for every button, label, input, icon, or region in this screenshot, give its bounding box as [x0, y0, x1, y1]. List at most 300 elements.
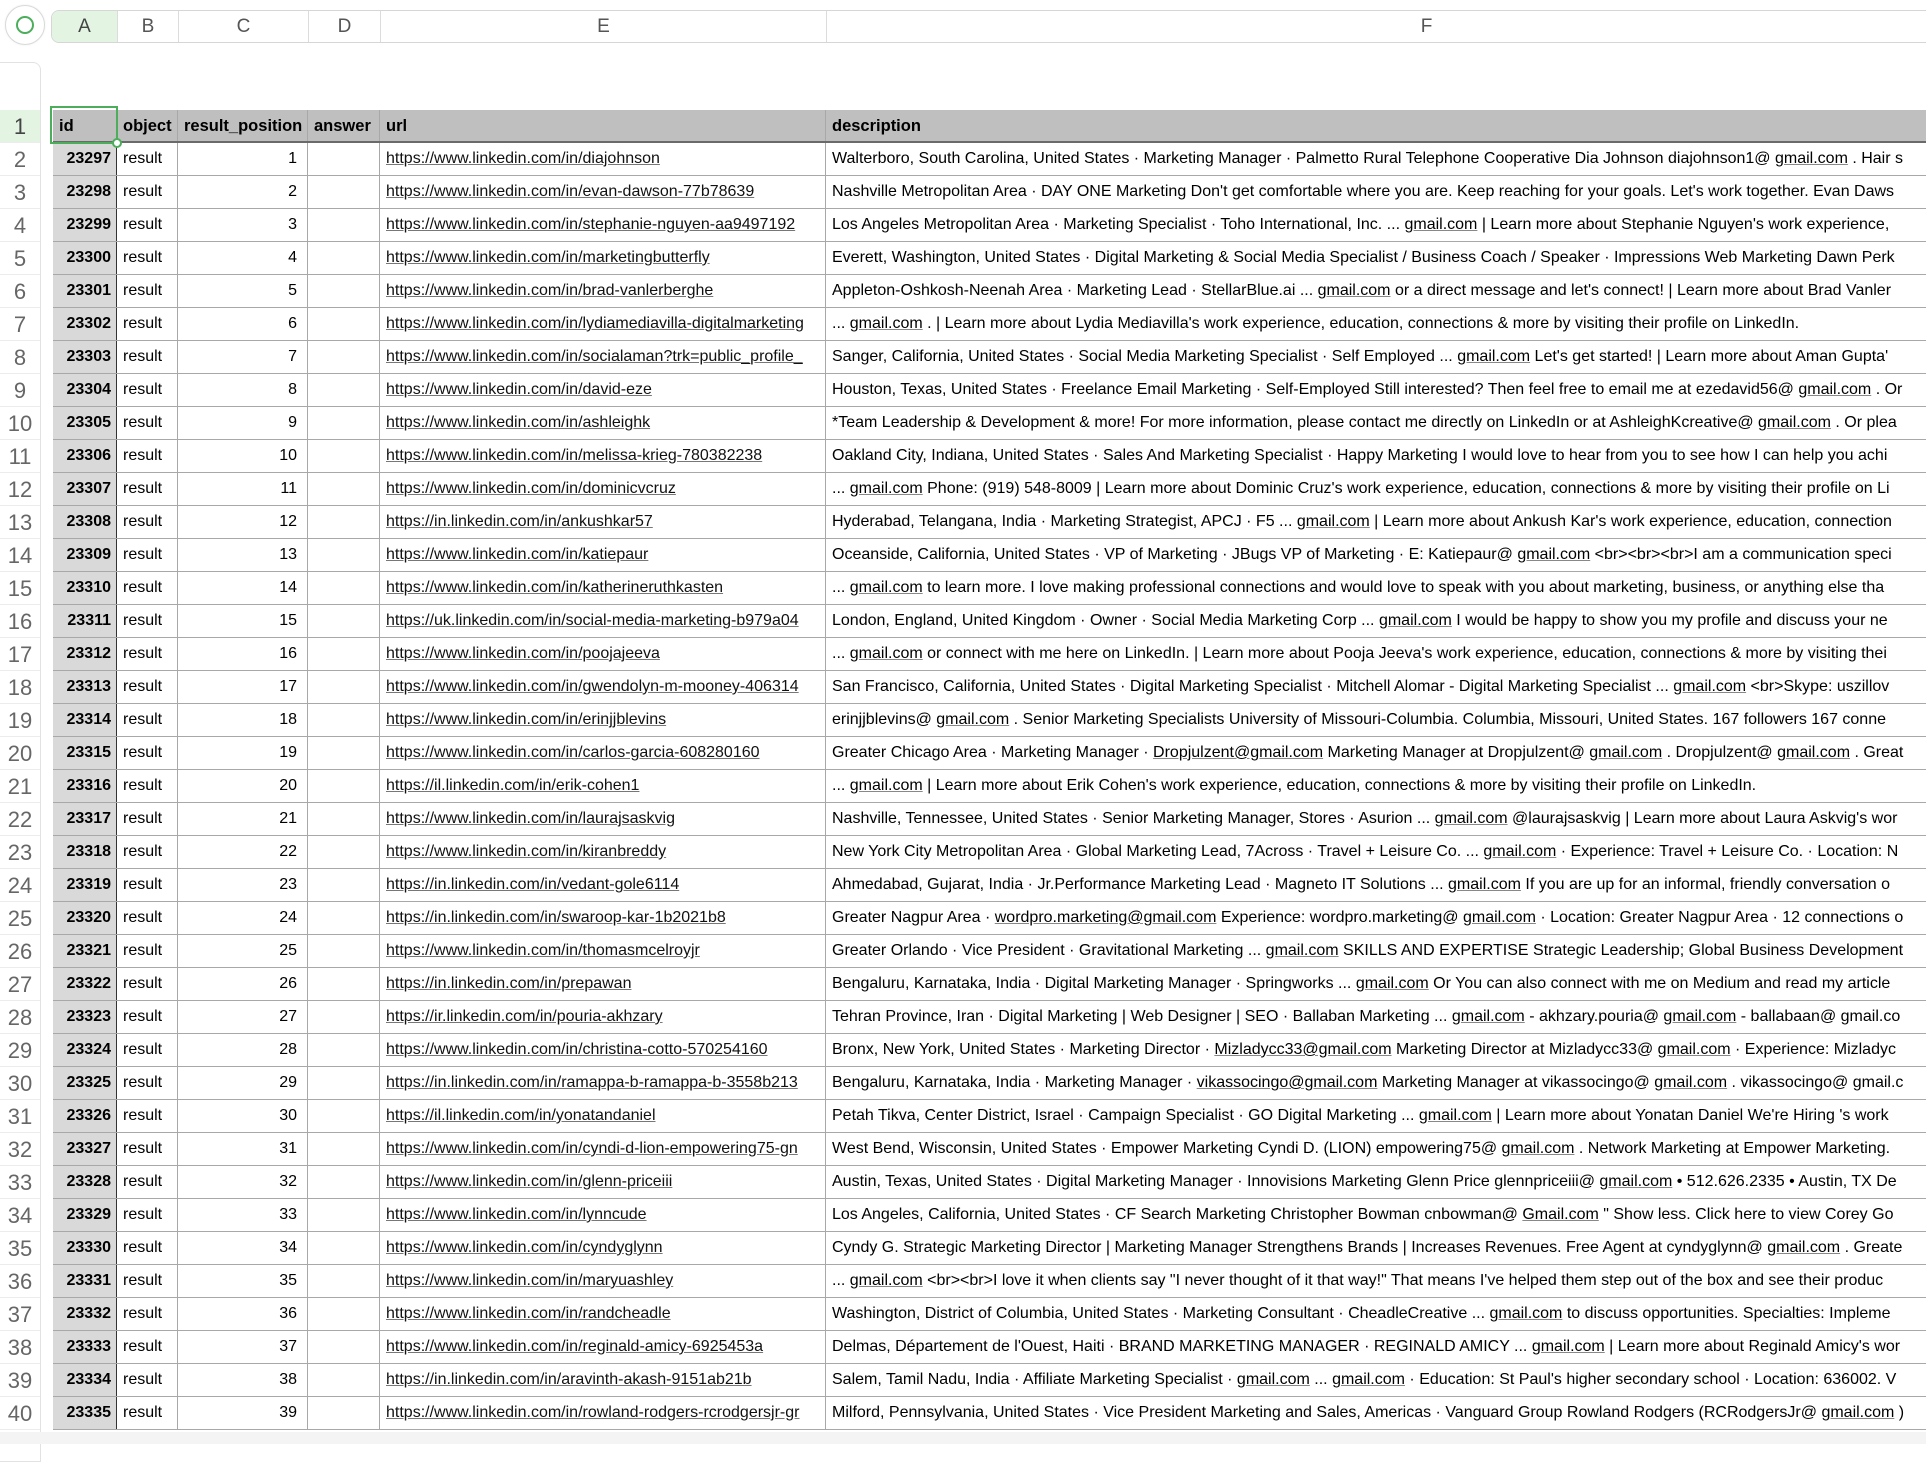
cell-object[interactable]: result — [117, 374, 178, 406]
cell-id[interactable]: 23317 — [53, 803, 117, 835]
cell-answer[interactable] — [308, 407, 380, 439]
row-header-37[interactable]: 37 — [0, 1298, 40, 1331]
cell-answer[interactable] — [308, 968, 380, 1000]
cell-id[interactable]: 23332 — [53, 1298, 117, 1330]
row-header-15[interactable]: 15 — [0, 572, 40, 605]
cell-result-position[interactable]: 10 — [178, 440, 308, 472]
cell-id[interactable]: 23300 — [53, 242, 117, 274]
row-header-23[interactable]: 23 — [0, 836, 40, 869]
cell-result-position[interactable]: 36 — [178, 1298, 308, 1330]
cell-answer[interactable] — [308, 308, 380, 340]
row-header-30[interactable]: 30 — [0, 1067, 40, 1100]
url-link[interactable]: https://www.linkedin.com/in/diajohnson — [386, 150, 660, 167]
cell-id[interactable]: 23305 — [53, 407, 117, 439]
cell-id[interactable]: 23315 — [53, 737, 117, 769]
cell-id[interactable]: 23325 — [53, 1067, 117, 1099]
cell-url[interactable] — [380, 1001, 826, 1033]
cell-result-position[interactable]: 21 — [178, 803, 308, 835]
cell-url[interactable] — [380, 440, 826, 472]
cell-object[interactable]: result — [117, 242, 178, 274]
url-link[interactable]: https://www.linkedin.com/in/dominicvcruz — [386, 480, 676, 497]
cell-object[interactable]: result — [117, 1298, 178, 1330]
cell-object[interactable]: result — [117, 473, 178, 505]
row-header-28[interactable]: 28 — [0, 1001, 40, 1034]
cell-object[interactable]: result — [117, 671, 178, 703]
url-link[interactable]: https://ir.linkedin.com/in/pouria-akhzary — [386, 1008, 663, 1025]
cell-answer[interactable] — [308, 1232, 380, 1264]
cell-description[interactable]: ... gmail.com to learn more. I love making professional connections and would love to speak with you about marketing, business, or anything else tha — [832, 579, 1885, 596]
cell-description[interactable]: Greater Orlando · Vice President · Gravitational Marketing ... gmail.com SKILLS AND EXPERTISE Strategic Leadership; Global Business Development — [832, 942, 1904, 959]
cell-id[interactable]: 23304 — [53, 374, 117, 406]
cell-url[interactable] — [380, 1199, 826, 1231]
url-link[interactable]: https://www.linkedin.com/in/katherineruthkasten — [386, 579, 724, 596]
url-link[interactable]: https://www.linkedin.com/in/evan-dawson-77b78639 — [386, 183, 755, 200]
cell-answer[interactable] — [308, 143, 380, 175]
cell-object[interactable]: result — [117, 1364, 178, 1396]
row-header-32[interactable]: 32 — [0, 1133, 40, 1166]
cell-description[interactable]: ... gmail.com . | Learn more about Lydia Mediavilla's work experience, education, connections & more by visiting their profile on LinkedIn. — [832, 315, 1800, 332]
cell-id[interactable]: 23330 — [53, 1232, 117, 1264]
cell-url[interactable] — [380, 836, 826, 868]
cell-answer[interactable] — [308, 1067, 380, 1099]
url-link[interactable]: https://in.linkedin.com/in/ramappa-b-ramappa-b-3558b213 — [386, 1074, 798, 1091]
cell-answer[interactable] — [308, 638, 380, 670]
url-link[interactable]: https://www.linkedin.com/in/lynncude — [386, 1206, 647, 1223]
cell-object[interactable]: result — [117, 539, 178, 571]
cell-object[interactable]: result — [117, 605, 178, 637]
row-header-17[interactable]: 17 — [0, 638, 40, 671]
row-header-9[interactable]: 9 — [0, 374, 40, 407]
cell-description[interactable]: Bronx, New York, United States · Marketing Director · Mizladycc33@gmail.com Marketing Director at Mizladycc33@ gmail.com · Experience: Mizladyc — [832, 1041, 1896, 1058]
cell-answer[interactable] — [308, 671, 380, 703]
cell-answer[interactable] — [308, 935, 380, 967]
cell-id[interactable]: 23297 — [53, 143, 117, 175]
cell-object[interactable]: result — [117, 638, 178, 670]
cell-url[interactable] — [380, 341, 826, 373]
row-header-24[interactable]: 24 — [0, 869, 40, 902]
cell-id[interactable]: 23324 — [53, 1034, 117, 1066]
cell-object[interactable]: result — [117, 275, 178, 307]
row-header-22[interactable]: 22 — [0, 803, 40, 836]
url-link[interactable]: https://www.linkedin.com/in/glenn-priceiii — [386, 1173, 673, 1190]
row-header-33[interactable]: 33 — [0, 1166, 40, 1199]
cell-object[interactable]: result — [117, 1100, 178, 1132]
cell-answer[interactable] — [308, 737, 380, 769]
row-header-11[interactable]: 11 — [0, 440, 40, 473]
url-link[interactable]: https://www.linkedin.com/in/katiepaur — [386, 546, 649, 563]
cell-url[interactable] — [380, 242, 826, 274]
cell-object[interactable]: result — [117, 1199, 178, 1231]
column-header-c[interactable]: C — [179, 11, 309, 42]
cell-description[interactable]: *Team Leadership & Development & more! For more information, please contact me directly on LinkedIn or at AshleighKcreative@ gmail.com . Or plea — [832, 414, 1897, 431]
column-header-e[interactable]: E — [381, 11, 827, 42]
row-header-26[interactable]: 26 — [0, 935, 40, 968]
cell-id[interactable]: 23321 — [53, 935, 117, 967]
cell-description[interactable]: London, England, United Kingdom · Owner · Social Media Marketing Corp ... gmail.com I would be happy to show you my profile and discuss your ne — [832, 612, 1888, 629]
row-header-21[interactable]: 21 — [0, 770, 40, 803]
column-header-b[interactable]: B — [118, 11, 179, 42]
url-link[interactable]: https://www.linkedin.com/in/laurajsaskvig — [386, 810, 676, 827]
cell-url[interactable] — [380, 143, 826, 175]
row-header-8[interactable]: 8 — [0, 341, 40, 374]
cell-description[interactable]: Walterboro, South Carolina, United States · Marketing Manager · Palmetto Rural Telephone Cooperative Dia Johnson diajohnson1@ gmail.com . Hair s — [832, 150, 1904, 167]
row-header-34[interactable]: 34 — [0, 1199, 40, 1232]
cell-id[interactable]: 23307 — [53, 473, 117, 505]
cell-description[interactable]: Everett, Washington, United States · Digital Marketing & Social Media Specialist / Business Coach / Speaker · Impressions Web Marketing Dawn Perk — [832, 249, 1895, 266]
url-link[interactable]: https://www.linkedin.com/in/rowland-rodgers-rcrodgersjr-gr — [386, 1404, 800, 1421]
url-link[interactable]: https://in.linkedin.com/in/ankushkar57 — [386, 513, 653, 530]
cell-url[interactable] — [380, 1034, 826, 1066]
row-header-27[interactable]: 27 — [0, 968, 40, 1001]
cell-answer[interactable] — [308, 176, 380, 208]
cell-id[interactable]: 23313 — [53, 671, 117, 703]
cell-object[interactable]: result — [117, 1133, 178, 1165]
url-link[interactable]: https://www.linkedin.com/in/melissa-krieg-780382238 — [386, 447, 763, 464]
row-header-35[interactable]: 35 — [0, 1232, 40, 1265]
url-link[interactable]: https://il.linkedin.com/in/yonatandaniel — [386, 1107, 656, 1124]
cell-url[interactable] — [380, 539, 826, 571]
cell-answer[interactable] — [308, 242, 380, 274]
cell-id[interactable]: 23334 — [53, 1364, 117, 1396]
cell-result-position[interactable]: 28 — [178, 1034, 308, 1066]
cell-object[interactable]: result — [117, 1067, 178, 1099]
cell-id[interactable]: 23328 — [53, 1166, 117, 1198]
url-link[interactable]: https://il.linkedin.com/in/erik-cohen1 — [386, 777, 640, 794]
cell-result-position[interactable]: 24 — [178, 902, 308, 934]
cell-object[interactable]: result — [117, 737, 178, 769]
cell-url[interactable] — [380, 1133, 826, 1165]
cell-url[interactable] — [380, 671, 826, 703]
cell-result-position[interactable]: 5 — [178, 275, 308, 307]
cell-answer[interactable] — [308, 473, 380, 505]
cell-url[interactable] — [380, 176, 826, 208]
cell-description[interactable]: Oakland City, Indiana, United States · Sales And Marketing Specialist · Happy Marketing I would love to hear from you to see how I can help you achi — [832, 447, 1888, 464]
cell-answer[interactable] — [308, 1199, 380, 1231]
cell-answer[interactable] — [308, 374, 380, 406]
url-link[interactable]: https://www.linkedin.com/in/brad-vanlerberghe — [386, 282, 714, 299]
row-header-39[interactable]: 39 — [0, 1364, 40, 1397]
cell-id[interactable]: 23316 — [53, 770, 117, 802]
cell-result-position[interactable]: 16 — [178, 638, 308, 670]
cell-answer[interactable] — [308, 1331, 380, 1363]
column-header-f[interactable]: F — [827, 11, 1926, 42]
cell-id[interactable]: 23318 — [53, 836, 117, 868]
url-link[interactable]: https://www.linkedin.com/in/erinjjblevins — [386, 711, 667, 728]
row-header-36[interactable]: 36 — [0, 1265, 40, 1298]
cell-url[interactable] — [380, 1331, 826, 1363]
cell-result-position[interactable]: 2 — [178, 176, 308, 208]
cell-result-position[interactable]: 23 — [178, 869, 308, 901]
cell-description[interactable]: Bengaluru, Karnataka, India · Digital Marketing Manager · Springworks ... gmail.com Or You can also connect with me on Medium and read my article — [832, 975, 1891, 992]
row-header-2[interactable]: 2 — [0, 143, 40, 176]
cell-id[interactable]: 23331 — [53, 1265, 117, 1297]
cell-answer[interactable] — [308, 275, 380, 307]
header-cell-url[interactable]: url — [380, 110, 826, 141]
cell-object[interactable]: result — [117, 1001, 178, 1033]
cell-result-position[interactable]: 13 — [178, 539, 308, 571]
url-link[interactable]: https://www.linkedin.com/in/kiranbreddy — [386, 843, 667, 860]
cell-description[interactable]: erinjjblevins@ gmail.com . Senior Marketing Specialists University of Missouri-Columbia. Columbia, Missouri, United States. 167 followers 167 conne — [832, 711, 1886, 728]
cell-object[interactable]: result — [117, 803, 178, 835]
cell-result-position[interactable]: 17 — [178, 671, 308, 703]
row-header-29[interactable]: 29 — [0, 1034, 40, 1067]
cell-object[interactable]: result — [117, 1397, 178, 1429]
url-link[interactable]: https://uk.linkedin.com/in/social-media-marketing-b979a04 — [386, 612, 799, 629]
url-link[interactable]: https://www.linkedin.com/in/david-eze — [386, 381, 652, 398]
cell-result-position[interactable]: 1 — [178, 143, 308, 175]
cell-object[interactable]: result — [117, 1034, 178, 1066]
cell-description[interactable]: San Francisco, California, United States · Digital Marketing Specialist · Mitchell Alomar - Digital Marketing Specialist ... gmail.com <br>Skype: uszillov — [832, 678, 1890, 695]
cell-url[interactable] — [380, 506, 826, 538]
cell-url[interactable] — [380, 407, 826, 439]
cell-object[interactable]: result — [117, 1331, 178, 1363]
cell-result-position[interactable]: 18 — [178, 704, 308, 736]
cell-answer[interactable] — [308, 1298, 380, 1330]
cell-answer[interactable] — [308, 539, 380, 571]
cell-object[interactable]: result — [117, 902, 178, 934]
cell-id[interactable]: 23314 — [53, 704, 117, 736]
cell-answer[interactable] — [308, 902, 380, 934]
cell-result-position[interactable]: 3 — [178, 209, 308, 241]
url-link[interactable]: https://www.linkedin.com/in/christina-cotto-570254160 — [386, 1041, 768, 1058]
cell-object[interactable]: result — [117, 869, 178, 901]
cell-answer[interactable] — [308, 1001, 380, 1033]
column-header-d[interactable]: D — [309, 11, 381, 42]
cell-description[interactable]: Los Angeles, California, United States · CF Search Marketing Christopher Bowman cnbowman@ Gmail.com " Show less. Click here to view Corey Go — [832, 1206, 1894, 1223]
row-header-38[interactable]: 38 — [0, 1331, 40, 1364]
cell-object[interactable]: result — [117, 572, 178, 604]
cell-answer[interactable] — [308, 1034, 380, 1066]
cell-url[interactable] — [380, 1265, 826, 1297]
cell-url[interactable] — [380, 737, 826, 769]
cell-answer[interactable] — [308, 1166, 380, 1198]
url-link[interactable]: https://in.linkedin.com/in/prepawan — [386, 975, 632, 992]
selection-fill-handle[interactable] — [112, 138, 122, 148]
cell-description[interactable]: Petah Tikva, Center District, Israel · Campaign Specialist · GO Digital Marketing ... gmail.com | Learn more about Yonatan Daniel We're Hiring 's work — [832, 1107, 1889, 1124]
cell-url[interactable] — [380, 1166, 826, 1198]
row-header-20[interactable]: 20 — [0, 737, 40, 770]
row-header-16[interactable]: 16 — [0, 605, 40, 638]
cell-object[interactable]: result — [117, 836, 178, 868]
url-link[interactable]: https://www.linkedin.com/in/ashleighk — [386, 414, 651, 431]
cell-url[interactable] — [380, 704, 826, 736]
cell-result-position[interactable]: 4 — [178, 242, 308, 274]
cell-answer[interactable] — [308, 1265, 380, 1297]
cell-result-position[interactable]: 12 — [178, 506, 308, 538]
row-header-4[interactable]: 4 — [0, 209, 40, 242]
row-header-13[interactable]: 13 — [0, 506, 40, 539]
row-header-19[interactable]: 19 — [0, 704, 40, 737]
cell-answer[interactable] — [308, 605, 380, 637]
cell-answer[interactable] — [308, 1397, 380, 1429]
cell-description[interactable]: Greater Chicago Area · Marketing Manager · Dropjulzent@gmail.com Marketing Manager at Dropjulzent@ gmail.com . Dropjulzent@ gmail.com . Great — [832, 744, 1904, 761]
cell-url[interactable] — [380, 968, 826, 1000]
cell-url[interactable] — [380, 1364, 826, 1396]
cell-description[interactable]: Los Angeles Metropolitan Area · Marketing Specialist · Toho International, Inc. ... gmail.com | Learn more about Stephanie Nguyen's work experience, — [832, 216, 1890, 233]
url-link[interactable]: https://www.linkedin.com/in/gwendolyn-m-mooney-406314 — [386, 678, 799, 695]
cell-object[interactable]: result — [117, 770, 178, 802]
cell-result-position[interactable]: 7 — [178, 341, 308, 373]
row-header-14[interactable]: 14 — [0, 539, 40, 572]
header-cell-object[interactable]: object — [117, 110, 178, 141]
row-header-31[interactable]: 31 — [0, 1100, 40, 1133]
cell-id[interactable]: 23335 — [53, 1397, 117, 1429]
cell-object[interactable]: result — [117, 1232, 178, 1264]
cell-description[interactable]: Hyderabad, Telangana, India · Marketing Strategist, APCJ · F5 ... gmail.com | Learn more about Ankush Kar's work experience, education, connection — [832, 513, 1892, 530]
url-link[interactable]: https://www.linkedin.com/in/marketingbutterfly — [386, 249, 710, 266]
cell-description[interactable]: Nashville, Tennessee, United States · Senior Marketing Manager, Stores · Asurion ... gmail.com @laurajsaskvig | Learn more about Laura Askvig's wor — [832, 810, 1898, 827]
url-link[interactable]: https://www.linkedin.com/in/carlos-garcia-608280160 — [386, 744, 760, 761]
cell-answer[interactable] — [308, 440, 380, 472]
cell-result-position[interactable]: 6 — [178, 308, 308, 340]
cell-result-position[interactable]: 25 — [178, 935, 308, 967]
cell-id[interactable]: 23303 — [53, 341, 117, 373]
cell-object[interactable]: result — [117, 209, 178, 241]
row-header-25[interactable]: 25 — [0, 902, 40, 935]
cell-description[interactable]: ... gmail.com | Learn more about Erik Cohen's work experience, education, connections & more by visiting their profile on LinkedIn. — [832, 777, 1757, 794]
cell-id[interactable]: 23326 — [53, 1100, 117, 1132]
cell-object[interactable]: result — [117, 1265, 178, 1297]
cell-description[interactable]: Appleton-Oshkosh-Neenah Area · Marketing Lead · StellarBlue.ai ... gmail.com or a direct message and let's connect! | Learn more about Brad Vanler — [832, 282, 1892, 299]
cell-answer[interactable] — [308, 1100, 380, 1132]
cell-id[interactable]: 23333 — [53, 1331, 117, 1363]
cell-answer[interactable] — [308, 836, 380, 868]
header-cell-description[interactable]: description — [832, 117, 921, 135]
cell-url[interactable] — [380, 902, 826, 934]
cell-result-position[interactable]: 14 — [178, 572, 308, 604]
cell-result-position[interactable]: 31 — [178, 1133, 308, 1165]
url-link[interactable]: https://www.linkedin.com/in/cyndi-d-lion-empowering75-gn — [386, 1140, 798, 1157]
row-header-18[interactable]: 18 — [0, 671, 40, 704]
cell-object[interactable]: result — [117, 308, 178, 340]
cell-url[interactable] — [380, 473, 826, 505]
cell-result-position[interactable]: 15 — [178, 605, 308, 637]
cell-result-position[interactable]: 27 — [178, 1001, 308, 1033]
cell-object[interactable]: result — [117, 704, 178, 736]
cell-id[interactable]: 23299 — [53, 209, 117, 241]
row-header-1[interactable]: 1 — [0, 110, 40, 143]
cell-result-position[interactable]: 39 — [178, 1397, 308, 1429]
url-link[interactable]: https://www.linkedin.com/in/lydiamediavilla-digitalmarketing — [386, 315, 804, 332]
cell-id[interactable]: 23319 — [53, 869, 117, 901]
cell-url[interactable] — [380, 308, 826, 340]
url-link[interactable]: https://www.linkedin.com/in/stephanie-nguyen-aa9497192 — [386, 216, 796, 233]
row-header-3[interactable]: 3 — [0, 176, 40, 209]
cell-answer[interactable] — [308, 770, 380, 802]
cell-url[interactable] — [380, 275, 826, 307]
cell-description[interactable]: ... gmail.com Phone: (919) 548-8009 | Learn more about Dominic Cruz's work experience, education, connections & more by visiting their profile on Li — [832, 480, 1890, 497]
cell-url[interactable] — [380, 803, 826, 835]
cell-id[interactable]: 23311 — [53, 605, 117, 637]
cell-description[interactable]: Houston, Texas, United States · Freelance Email Marketing · Self-Employed Still interested? Then feel free to email me at ezedavid56@ gmail.com . Or — [832, 381, 1903, 398]
cell-answer[interactable] — [308, 1133, 380, 1165]
row-header-6[interactable]: 6 — [0, 275, 40, 308]
cell-answer[interactable] — [308, 1364, 380, 1396]
row-header-10[interactable]: 10 — [0, 407, 40, 440]
cell-url[interactable] — [380, 869, 826, 901]
cell-object[interactable]: result — [117, 506, 178, 538]
cell-url[interactable] — [380, 1232, 826, 1264]
cell-answer[interactable] — [308, 803, 380, 835]
cell-object[interactable]: result — [117, 440, 178, 472]
cell-result-position[interactable]: 11 — [178, 473, 308, 505]
cell-object[interactable]: result — [117, 407, 178, 439]
cell-description[interactable]: Cyndy G. Strategic Marketing Director | Marketing Manager Strengthens Brands | Increases Revenues. Free Agent at cyndyglynn@ gmail.com . Greate — [832, 1239, 1903, 1256]
cell-result-position[interactable]: 29 — [178, 1067, 308, 1099]
url-link[interactable]: https://www.linkedin.com/in/socialaman?trk=public_profile_ — [386, 348, 803, 365]
cell-object[interactable]: result — [117, 935, 178, 967]
url-link[interactable]: https://in.linkedin.com/in/vedant-gole6114 — [386, 876, 680, 893]
header-cell-result-position[interactable]: result_position — [178, 110, 308, 141]
cell-answer[interactable] — [308, 506, 380, 538]
cell-description[interactable]: Delmas, Département de l'Ouest, Haiti · BRAND MARKETING MANAGER · REGINALD AMICY ... gmail.com | Learn more about Reginald Amicy's wor — [832, 1338, 1901, 1355]
cell-url[interactable] — [380, 374, 826, 406]
url-link[interactable]: https://www.linkedin.com/in/poojajeeva — [386, 645, 660, 662]
cell-description[interactable]: Washington, District of Columbia, United States · Marketing Consultant · CheadleCreative ... gmail.com to discuss opportunities. Specialties: Impleme — [832, 1305, 1891, 1322]
cell-description[interactable]: Austin, Texas, United States · Digital Marketing Manager · Innovisions Marketing Glenn Price glennpriceiii@ gmail.com • 512.626.2335 • Austin, TX De — [832, 1173, 1897, 1190]
cell-result-position[interactable]: 35 — [178, 1265, 308, 1297]
cell-url[interactable] — [380, 209, 826, 241]
url-link[interactable]: https://in.linkedin.com/in/aravinth-akash-9151ab21b — [386, 1371, 752, 1388]
row-header-7[interactable]: 7 — [0, 308, 40, 341]
row-header-12[interactable]: 12 — [0, 473, 40, 506]
cell-object[interactable]: result — [117, 968, 178, 1000]
cell-answer[interactable] — [308, 341, 380, 373]
cell-description[interactable]: Sanger, California, United States · Social Media Marketing Specialist · Self Employed ... gmail.com Let's get started! | Learn more about Aman Gupta' — [832, 348, 1889, 365]
cell-answer[interactable] — [308, 704, 380, 736]
cell-url[interactable] — [380, 935, 826, 967]
cell-description[interactable]: Bengaluru, Karnataka, India · Marketing Manager · vikassocingo@gmail.com Marketing Manager at vikassocingo@ gmail.com . vikassocingo@ gmail.c — [832, 1074, 1904, 1091]
cell-id[interactable]: 23327 — [53, 1133, 117, 1165]
cell-result-position[interactable]: 20 — [178, 770, 308, 802]
cell-id[interactable]: 23306 — [53, 440, 117, 472]
cell-url[interactable] — [380, 1397, 826, 1429]
select-all-button[interactable] — [5, 5, 45, 45]
cell-result-position[interactable]: 8 — [178, 374, 308, 406]
cell-result-position[interactable]: 30 — [178, 1100, 308, 1132]
cell-id[interactable]: 23308 — [53, 506, 117, 538]
cell-id[interactable]: 23320 — [53, 902, 117, 934]
cell-result-position[interactable]: 22 — [178, 836, 308, 868]
cell-result-position[interactable]: 33 — [178, 1199, 308, 1231]
cell-description[interactable]: Oceanside, California, United States · VP of Marketing · JBugs VP of Marketing · E: Katiepaur@ gmail.com <br><br><br>I am a communication speci — [832, 546, 1892, 563]
cell-result-position[interactable]: 38 — [178, 1364, 308, 1396]
cell-result-position[interactable]: 9 — [178, 407, 308, 439]
row-header-40[interactable]: 40 — [0, 1397, 40, 1430]
cell-description[interactable]: Greater Nagpur Area · wordpro.marketing@gmail.com Experience: wordpro.marketing@ gmail.com · Location: Greater Nagpur Area · 12 connections o — [832, 909, 1904, 926]
cell-id[interactable]: 23329 — [53, 1199, 117, 1231]
cell-id[interactable]: 23302 — [53, 308, 117, 340]
url-link[interactable]: https://www.linkedin.com/in/cyndyglynn — [386, 1239, 663, 1256]
cell-description[interactable]: New York City Metropolitan Area · Global Marketing Lead, 7Across · Travel + Leisure Co. ... gmail.com · Experience: Travel + Leisure Co. · Location: N — [832, 843, 1899, 860]
cell-result-position[interactable]: 34 — [178, 1232, 308, 1264]
cell-url[interactable] — [380, 770, 826, 802]
cell-result-position[interactable]: 19 — [178, 737, 308, 769]
cell-url[interactable] — [380, 1067, 826, 1099]
cell-id[interactable]: 23301 — [53, 275, 117, 307]
cell-result-position[interactable]: 37 — [178, 1331, 308, 1363]
cell-url[interactable] — [380, 638, 826, 670]
cell-result-position[interactable]: 32 — [178, 1166, 308, 1198]
url-link[interactable]: https://www.linkedin.com/in/reginald-amicy-6925453a — [386, 1338, 764, 1355]
cell-object[interactable]: result — [117, 341, 178, 373]
cell-description[interactable]: West Bend, Wisconsin, United States · Empower Marketing Cyndi D. (LION) empowering75@ gmail.com . Network Marketing at Empower Marketing. — [832, 1140, 1891, 1157]
cell-id[interactable]: 23298 — [53, 176, 117, 208]
cell-url[interactable] — [380, 1100, 826, 1132]
cell-url[interactable] — [380, 605, 826, 637]
cell-object[interactable]: result — [117, 1166, 178, 1198]
cell-id[interactable]: 23309 — [53, 539, 117, 571]
